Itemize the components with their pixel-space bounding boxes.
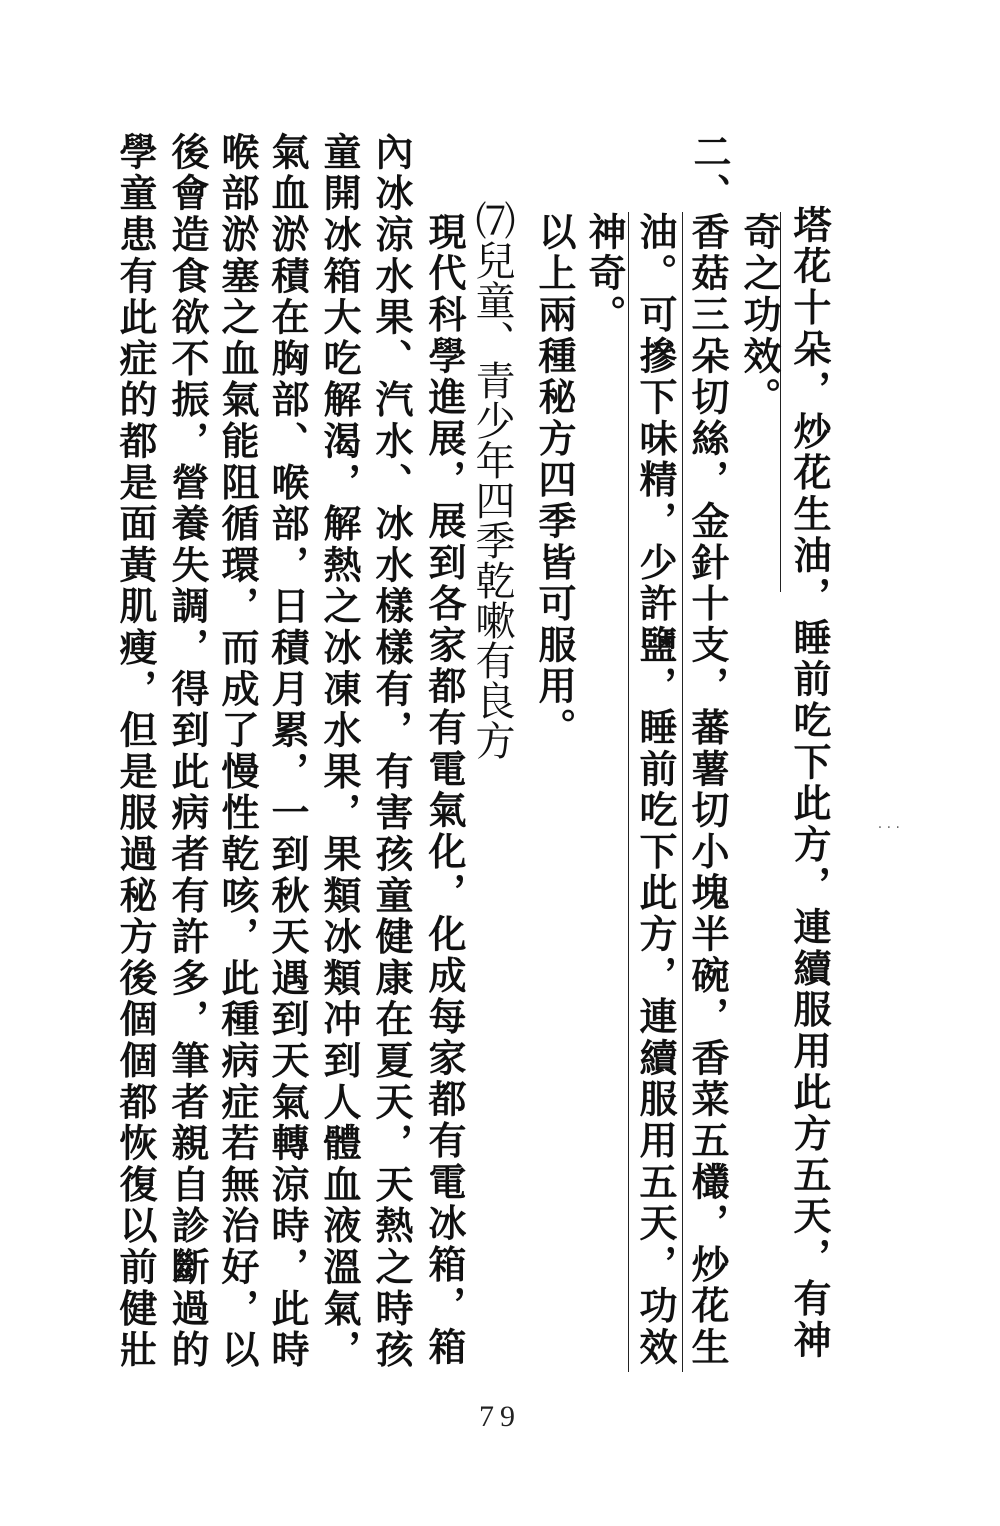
margin-marker (682, 212, 683, 1372)
section-number: 二、 (687, 132, 732, 215)
text-column-2: 奇之功效。 (737, 212, 782, 419)
text-column-10: 氣血淤積在胸部、喉部，日積月累，一到秋天遇到天氣轉涼時，此時 (265, 132, 310, 1371)
text-column-5: 神奇。 (582, 212, 627, 336)
text-column-4: 油。可摻下味精，少許鹽，睡前吃下此方，連續服用五天，功效 (633, 212, 678, 1369)
page-number: 79 (479, 1400, 521, 1433)
text-column-12: 後會造食欲不振，營養失調，得到此病者有許多，筆者親自診斷過的 (165, 132, 210, 1371)
scan-speck: · · · (877, 820, 900, 836)
section-heading: ⑺兒童、青少年四季乾嗽有良方 (469, 200, 515, 760)
text-column-1: 塔花十朵，炒花生油，睡前吃下此方，連續服用此方五天，有神 (787, 205, 832, 1362)
margin-marker (628, 212, 629, 1372)
text-column-8: 內冰涼水果、汽水、冰水樣樣有，有害孩童健康在夏天，天熱之時孩 (369, 132, 414, 1371)
text-column-3: 香菇三朵切絲，金針十支，蕃薯切小塊半碗，香菜五欉，炒花生 (685, 212, 730, 1369)
text-column-13: 學童患有此症的都是面黃肌瘦，但是服過秘方後個個都恢復以前健壯 (113, 132, 158, 1371)
text-column-7: 現代科學進展，展到各家都有電氣化，化成每家都有電冰箱，箱 (422, 212, 467, 1369)
text-column-9: 童開冰箱大吃解渴，解熱之冰凍水果，果類冰類冲到人體血液溫氣， (317, 132, 362, 1371)
text-column-6: 以上兩種秘方四季皆可服用。 (532, 212, 577, 749)
text-column-11: 喉部淤塞之血氣能阻循環，而成了慢性乾咳，此種病症若無治好，以 (215, 132, 260, 1371)
